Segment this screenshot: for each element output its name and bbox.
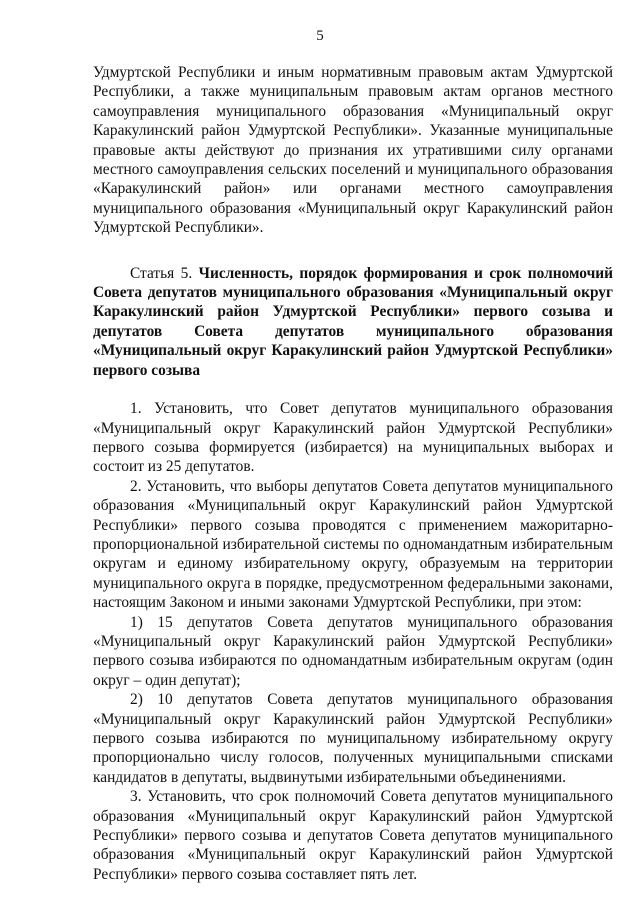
paragraph-continuation: Удмуртской Республики и иным нормативным правовым актам Удмуртской Республики, а также муниципальным правовым актам органов местного самоуправления муниципального образования «Муниципальный округ Каракулинский район Удмуртской Республики». Указанные муниципальные правовые акты действуют до признания их утратившими силу органами местного самоуправления сельских поселений и муниципального образования «Каракулинский район» или органами местного самоуправления муниципального образования «Муниципальный округ Каракулинский район Удмуртской Республики». [93,64,613,237]
document-body [93,63,613,884]
page-number: 5 [316,28,324,44]
article-subitem-2-1: 1) 15 депутатов Совета депутатов муниципального образования «Муниципальный округ Каракулинский район Удмуртской Республики» первого созыва избираются по одномандатным избирательным округам (один округ – один депутат); [93,613,613,689]
article-item-1: 1. Установить, что Совет депутатов муниципального образования «Муниципальный округ Каракулинский район Удмуртской Республики» первого созыва формируется (избирается) на муниципальных выборах и состоит из 25 депутатов. [93,400,613,476]
article-heading [93,264,613,380]
article-label: Статья 5. [130,264,199,282]
article-item-3: 3. Установить, что срок полномочий Совета депутатов муниципального образования «Муниципальный округ Каракулинский район Удмуртской Республики» первого созыва и депутатов Совета депутатов муниципального образования «Муниципальный округ Каракулинский район Удмуртской Республики» первого созыва составляет пять лет. [93,788,613,883]
article-item-2: 2. Установить, что выборы депутатов Совета депутатов муниципального образования «Муниципальный округ Каракулинский район Удмуртской Республики» первого созыва проводятся с применением мажоритарно-пропорциональной избирательной системы по одномандатным избирательным округам и единому избирательному округу, образуемым на территории муниципального округа в порядке, предусмотренном федеральными законами, настоящим Законом и иными законами Удмуртской Республики, при этом: [93,477,613,612]
article-subitem-2-2: 2) 10 депутатов Совета депутатов муниципального образования «Муниципальный округ Каракулинский район Удмуртской Республики» первого созыва избираются по муниципальному избирательному округу пропорционально числу голосов, полученных муниципальными списками кандидатов в депутаты, выдвинутыми избирательными объединениями. [93,691,613,786]
article-title: Численность, порядок формирования и срок полномочий Совета депутатов муниципального образования «Муниципальный округ Каракулинский район Удмуртской Республики» первого созыва и депутатов Совета депутатов муниципального образования «Муниципальный округ Каракулинский район Удмуртской Республики» первого созыва [93,264,613,379]
